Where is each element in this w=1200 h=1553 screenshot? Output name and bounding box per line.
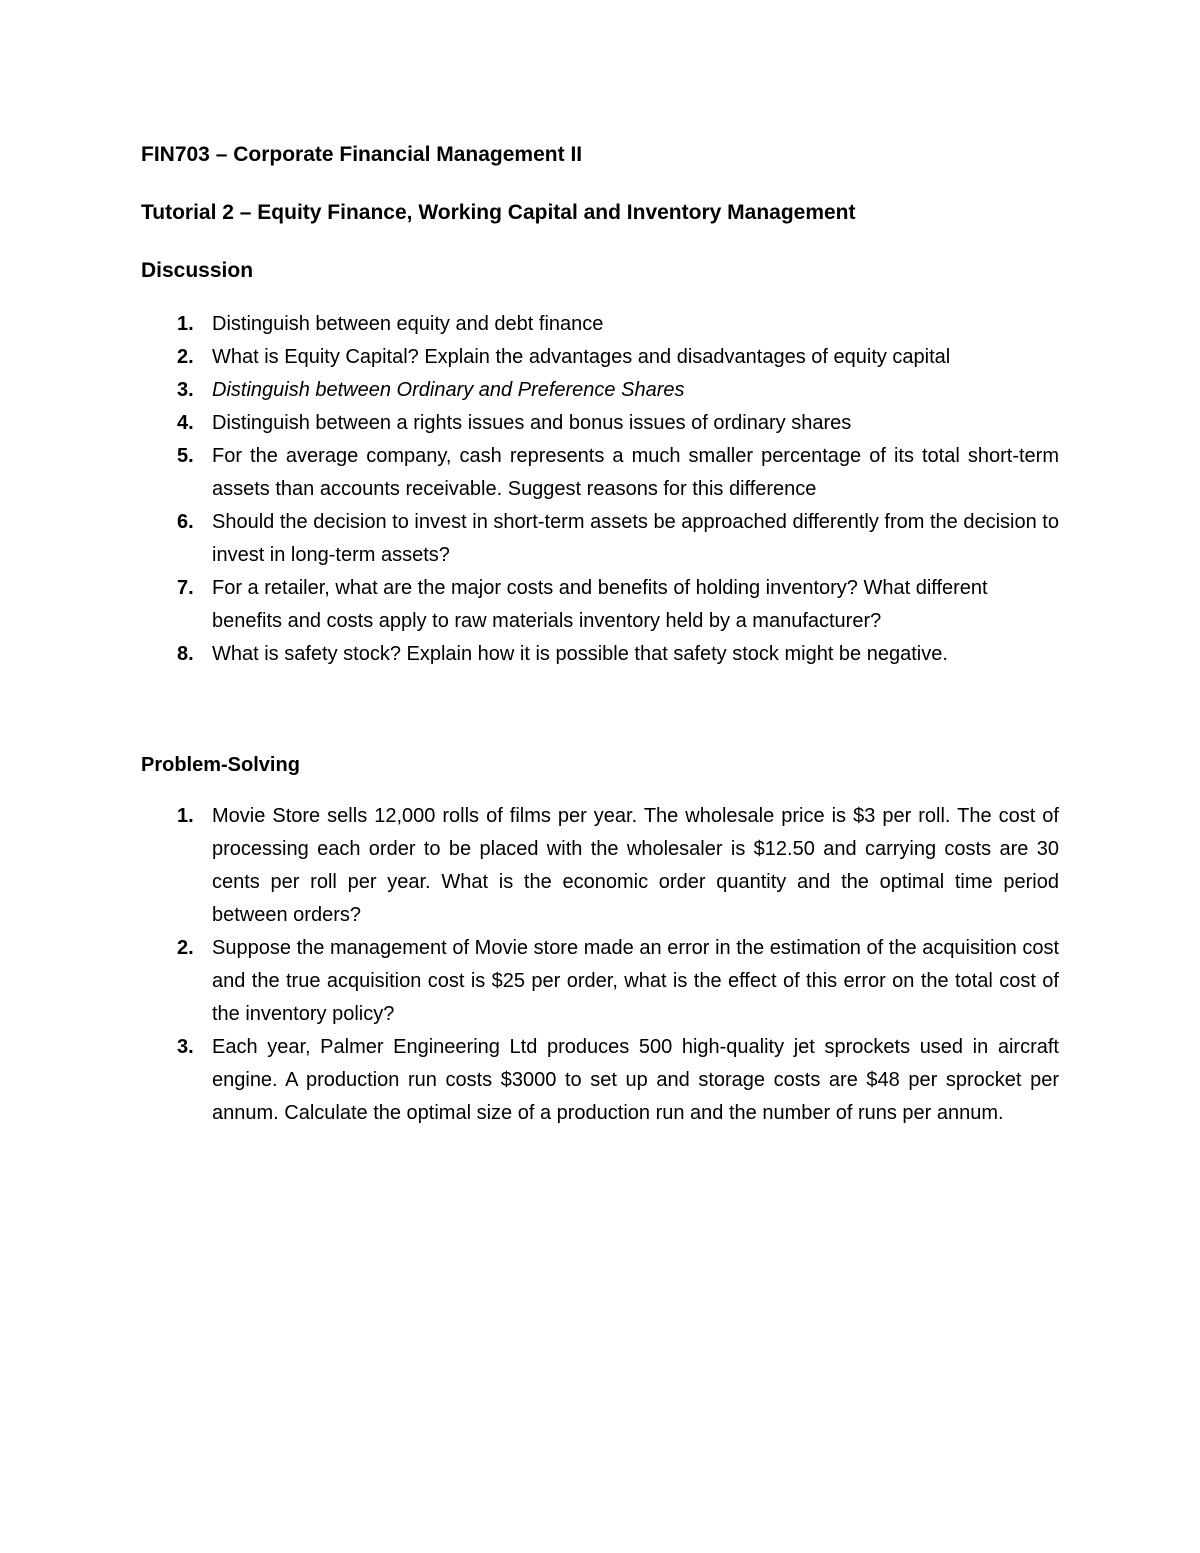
discussion-item (141, 638, 1059, 671)
discussion-heading: Discussion (141, 259, 254, 282)
tutorial-title: Tutorial 2 – Equity Finance, Working Capital and Inventory Management (141, 201, 856, 224)
discussion-item (141, 308, 1059, 341)
problem-solving-heading: Problem-Solving (141, 754, 300, 776)
item-number: 1. (177, 805, 194, 827)
item-text: For a retailer, what are the major costs and benefits of holding inventory? What different benefits and costs apply to raw materials inventory held by a manufacturer? (212, 577, 988, 632)
discussion-item (141, 506, 1059, 572)
course-title: FIN703 – Corporate Financial Management II (141, 143, 583, 166)
item-number: 2. (177, 346, 194, 368)
problem-item (141, 800, 1059, 932)
discussion-item (141, 341, 1059, 374)
item-text: Distinguish between equity and debt finance (212, 313, 604, 335)
item-text: Distinguish between a rights issues and bonus issues of ordinary shares (212, 412, 852, 434)
document-page (141, 140, 1059, 1130)
discussion-item (141, 407, 1059, 440)
item-text: Movie Store sells 12,000 rolls of films per year. The wholesale price is $3 per roll. The cost of processing each order to be placed with the wholesaler is $12.50 and carrying costs are 30 cents per roll per year. What is the economic order quantity and the optimal time period between orders? (212, 805, 1059, 926)
discussion-item (141, 440, 1059, 506)
discussion-item (141, 374, 1059, 407)
item-number: 3. (177, 1036, 194, 1058)
discussion-list (141, 308, 1059, 671)
item-text: Distinguish between Ordinary and Preference Shares (212, 379, 685, 401)
item-number: 5. (177, 445, 194, 467)
item-number: 7. (177, 577, 194, 599)
item-text: Each year, Palmer Engineering Ltd produces 500 high-quality jet sprockets used in aircraft engine. A production run costs $3000 to set up and storage costs are $48 per sprocket per annum. Calculate the optimal size of a production run and the number of runs per annum. (212, 1036, 1059, 1124)
item-text: Suppose the management of Movie store made an error in the estimation of the acquisition cost and the true acquisition cost is $25 per order, what is the effect of this error on the total cost of the inventory policy? (212, 937, 1059, 1025)
item-text: What is Equity Capital? Explain the advantages and disadvantages of equity capital (212, 346, 951, 368)
item-number: 1. (177, 313, 194, 335)
item-text: Should the decision to invest in short-term assets be approached differently from the decision to invest in long-term assets? (212, 511, 1059, 566)
item-number: 6. (177, 511, 194, 533)
item-text: For the average company, cash represents a much smaller percentage of its total short-term assets than accounts receivable. Suggest reasons for this difference (212, 445, 1059, 500)
item-text: What is safety stock? Explain how it is possible that safety stock might be negative. (212, 643, 948, 665)
item-number: 4. (177, 412, 194, 434)
discussion-item (141, 572, 1059, 638)
item-number: 8. (177, 643, 194, 665)
item-number: 2. (177, 937, 194, 959)
problem-item (141, 932, 1059, 1031)
item-number: 3. (177, 379, 194, 401)
problem-list (141, 800, 1059, 1130)
problem-item (141, 1031, 1059, 1130)
